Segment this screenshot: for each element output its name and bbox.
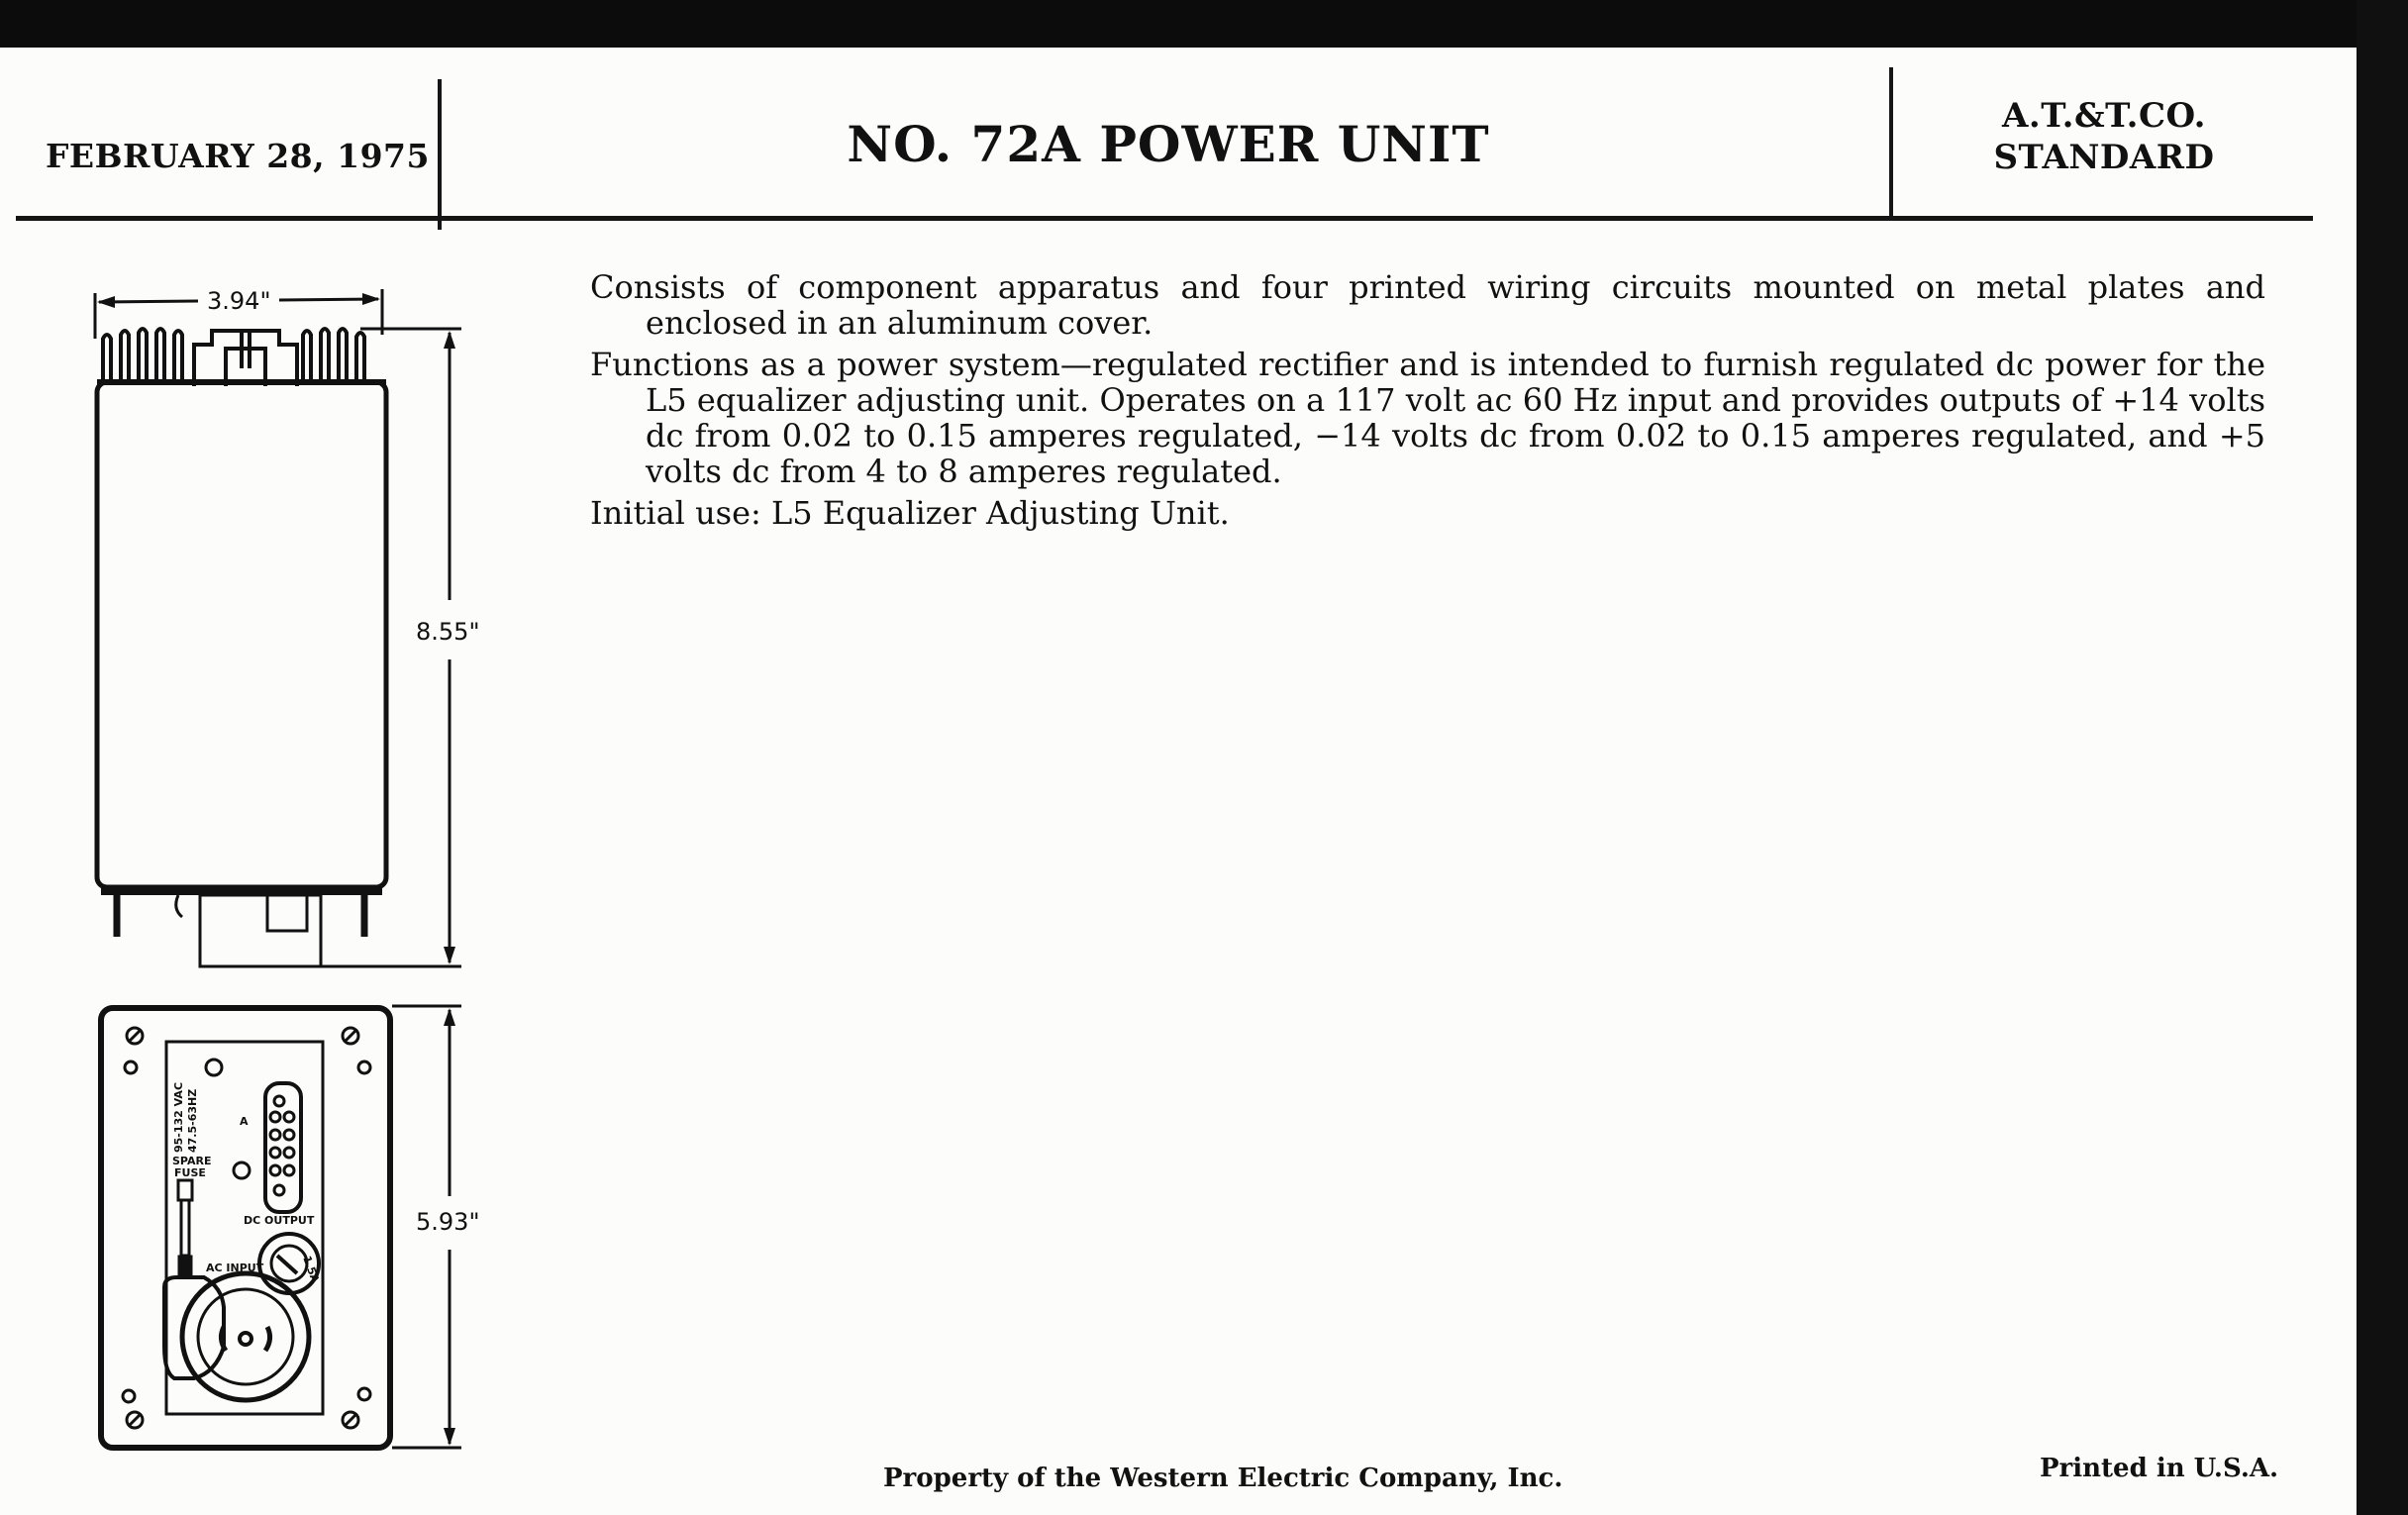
arrow-icon xyxy=(444,947,455,964)
dc-output-label: DC OUTPUT xyxy=(244,1214,315,1227)
side-view xyxy=(95,289,461,966)
description-paragraph: Functions as a power system—regulated rectifier and is intended to furnish regulated dc power for the L5 equalizer adjusting unit. Operates on a 117 volt ac 60 Hz input and provides outputs of +14 volts dc from 0.02 to 0.15 amperes regulated, −14 volts dc from 0.02 to 0.15 amperes regulated, and +5 volts dc from 4 to 8 amperes regulated. xyxy=(590,346,2265,490)
panel-voltage-label: 95-132 VAC xyxy=(172,1081,185,1153)
ac-input-flange xyxy=(164,1277,224,1378)
description-paragraph: Initial use: L5 Equalizer Adjusting Unit. xyxy=(590,494,1230,532)
cable-clip xyxy=(176,895,182,917)
arrow-icon xyxy=(444,1428,455,1446)
fuse-cap xyxy=(178,1256,192,1275)
unit-body xyxy=(97,382,386,887)
front-view xyxy=(101,1006,461,1448)
spare-fuse-label: FUSE xyxy=(174,1166,206,1179)
arrow-icon xyxy=(444,1008,455,1026)
front-panel-outline xyxy=(101,1008,390,1448)
standard-org: A.T.&T.CO. xyxy=(2002,96,2206,136)
width-dimension: 3.94" xyxy=(207,287,271,315)
heat-fins xyxy=(103,329,364,381)
handle xyxy=(194,331,297,386)
standard-label: STANDARD xyxy=(1993,138,2215,177)
ac-input-label: AC INPUT xyxy=(206,1262,264,1274)
front-dimension: 5.93" xyxy=(416,1208,480,1236)
property-notice: Property of the Western Electric Company, Inc. xyxy=(883,1464,1563,1493)
ac-input-receptacle xyxy=(182,1273,309,1400)
page-title: NO. 72A POWER UNIT xyxy=(847,115,1490,173)
panel-frequency-label: 47.5-63HZ xyxy=(186,1088,199,1153)
ground-pin-icon xyxy=(240,1333,251,1345)
connector-pin-icon xyxy=(270,1096,294,1195)
arrow-icon xyxy=(97,296,115,308)
arrow-icon xyxy=(362,293,380,305)
spare-fuse-label: SPARE xyxy=(172,1155,212,1167)
printed-notice: Printed in U.S.A. xyxy=(2040,1454,2279,1483)
height-dimension: 8.55" xyxy=(416,618,480,646)
description-paragraph: Consists of component apparatus and four printed wiring circuits mounted on metal plates and enclosed in an aluminum cover. xyxy=(590,268,2265,342)
connector-label: A xyxy=(240,1115,249,1128)
issue-date: FEBRUARY 28, 1975 xyxy=(46,137,430,175)
plug-slot-icon xyxy=(265,1327,270,1351)
arrow-icon xyxy=(444,331,455,349)
hole-icon xyxy=(123,1060,370,1402)
connector-plug xyxy=(267,895,307,931)
breaker-rating-label: 1.5A xyxy=(300,1254,322,1285)
spare-fuse-icon xyxy=(178,1180,192,1200)
